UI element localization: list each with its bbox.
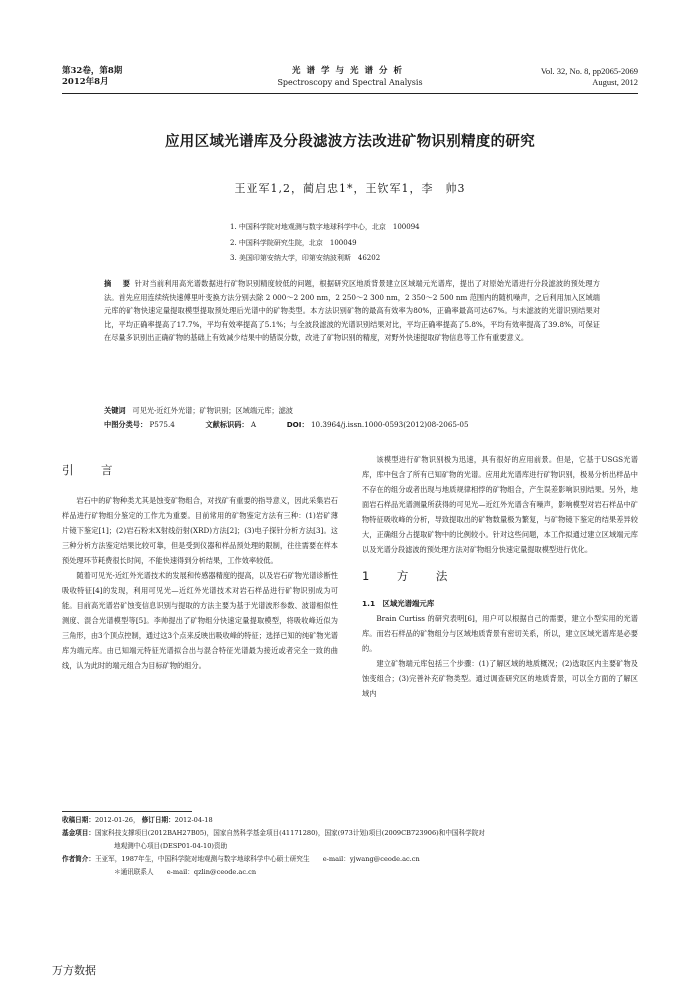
journal-name-en: Spectroscopy and Spectral Analysis	[277, 78, 423, 87]
classification-line	[104, 418, 600, 432]
fund-label: 基金项目：	[62, 829, 95, 837]
footnote-rule	[62, 811, 192, 812]
left-column	[62, 463, 338, 673]
abstract-text: 针对当前利用高光谱数据进行矿物识别精度较低的问题，根据研究区地质背景建立区域端元光谱库，提出了对原始光谱进行分段滤波的预处理方法。首先应用连续统快速傅里叶变换方法分别去除 2 000～2 200 nm，2 250～2 300 nm，2 350～2 500 nm 范围内的随机噪声，之后利用加入区域端元库的矿物快速定量提取模型提取预处理后光谱中的矿物类型。本方法识别矿物的最高有效率为80%，正确率最高可达67%。与未滤波的光谱识别结果对比，平均正确率提高了17.7%，平均有效率提高了5.1%；与全波段滤波的光谱识别结果对比，平均正确率提高了5.8%，平均有效率提高了39.8%，可保证在尽量多识别出正确矿物的基础上有效减少结果中的错误分数，改进了矿物识别的精度，对野外快速提取矿物信息等工作有重要意义。	[104, 279, 600, 343]
author-list: 王亚军1,2，蔺启忠1*，王钦军1，李 帅3	[234, 182, 466, 195]
footnote-dates	[62, 814, 640, 827]
clc-label: 中图分类号：	[104, 420, 148, 429]
affiliation-3: 3. 美国印第安纳大学，印第安纳波利斯 46202	[230, 254, 381, 262]
clc-value: P575.4	[149, 420, 175, 429]
doi-value: 10.3964/j.issn.1000-0593(2012)08-2065-05	[310, 420, 469, 429]
section-method-title: 1 方 法	[362, 569, 456, 583]
doi-label: DOI：	[286, 420, 309, 429]
section-introduction-title: 引 言	[62, 463, 121, 477]
affiliation-2: 2. 中国科学院研究生院，北京 100049	[230, 238, 357, 247]
footnote-bio	[62, 853, 640, 866]
bio-label: 作者简介：	[62, 855, 95, 863]
footnote-fund	[62, 827, 640, 840]
intro-paragraph-1: 岩石中的矿物种类尤其是蚀变矿物组合，对找矿有重要的指导意义，因此采集岩石样品进行矿物组分鉴定的工作尤为重要。目前常用的矿物鉴定方法有三种：(1)岩矿薄片镜下鉴定[1]；(2)岩石粉末X射线衍射(XRD)方法[2]；(3)电子探针分析方法[3]。这三种分析方法鉴定结果比较可靠，但是受到仪器和样品预处理的限制，往往需要在样本预处理环节耗费很长时间，不能快速得到分析结果，工作效率较低。	[62, 496, 338, 565]
footnotes	[62, 814, 640, 879]
received-label: 收稿日期：	[62, 816, 95, 824]
running-header	[62, 66, 638, 94]
revised-label: 修订日期：	[141, 816, 175, 824]
intro-paragraph-3: 该模型进行矿物识别极为迅速，具有很好的应用前景。但是，它基于USGS光谱库，库中包含了所有已知矿物的光谱。应用此光谱库进行矿物识别，极易分析出样品中不存在的组分或者出现与地质规律相悖的矿物组合，产生误差影响识别结果。另外，地面岩石样品光谱测量所获得的可见光—近红外光谱含有噪声，影响模型对岩石样品中矿物特征吸收峰的分析，导致提取出的矿物数量极为繁复，与矿物镜下鉴定的结果差异较大，正确组分占提取矿物中的比例较小。针对这些问题，本工作拟通过建立区域端元库以及光谱分段滤波的预处理方法对矿物组分快速定量提取模型进行优化。	[362, 455, 638, 554]
abstract	[104, 277, 600, 345]
received-date: 2012-01-26，	[94, 816, 140, 824]
fund-text-1: 国家科技支撑项目(2012BAH27B05)，国家自然科学基金项目(41171280)，国家(973计划)项目(2009CB723906)和中国科学院对	[94, 829, 485, 837]
corresponding-author: ＊通讯联系人 e-mail：qzlin@ceode.ac.cn	[114, 868, 257, 876]
header-date-en: August, 2012	[592, 77, 638, 87]
paper-title: 应用区域光谱库及分段滤波方法改进矿物识别精度的研究	[165, 134, 535, 150]
right-column	[362, 452, 638, 701]
header-volume: 第32卷，第8期	[62, 66, 123, 76]
revised-date: 2012-04-18	[174, 816, 213, 824]
abstract-label: 摘 要	[104, 279, 133, 288]
subsection-title: 1.1 区域光谱端元库	[362, 599, 435, 608]
method-paragraph-1: Brain Curtiss 的研究表明[6]，用户可以根据自己的需要，建立小型实用的光谱库。而岩石样品的矿物组分与区域地质背景有密切关系，所以，建立区域光谱库是必要的。	[362, 614, 638, 653]
header-date: 2012年8月	[62, 77, 109, 87]
bio-text: 王亚军，1987年生，中国科学院对地观测与数字地球科学中心硕士研究生 e-mail：yjwang@ceode.ac.cn	[94, 855, 420, 863]
fund-text-2: 地观测中心项目(DESP01-04-10)资助	[114, 842, 228, 850]
doc-code-label: 文献标识码：	[205, 420, 249, 429]
keywords	[104, 404, 600, 418]
keywords-text: 可见光-近红外光谱；矿物识别；区域端元库；滤波	[132, 406, 293, 415]
doc-code-value: A	[250, 420, 257, 429]
journal-name-cn: 光谱学与光谱分析	[291, 66, 408, 76]
header-vol-en: Vol. 32, No. 8, pp2065-2069	[540, 66, 638, 76]
header-rule	[62, 93, 638, 94]
header-volume-en	[541, 66, 638, 88]
affiliation-1: 1. 中国科学院对地观测与数字地球科学中心，北京 100094	[230, 223, 420, 231]
intro-paragraph-2: 随着可见光-近红外光谱技术的发展和传感器精度的提高，以及岩石矿物光谱诊断性吸收特征[4]的发现，利用可见光—近红外光谱技术对岩石样品进行矿物识别成为可能。目前高光谱岩矿蚀变信息识别与提取的方法主要为基于光谱波形参数、波谱相似性测度、混合光谱模型等[5]。李帅提出了矿物组分快速定量提取模型，将吸收峰近似为三角形，由3个顶点控制，通过这3个点来反映出吸收峰的特征；选择已知的纯矿物光谱库为端元库。由已知端元特征光谱拟合出与混合特征光谱最为接近或者完全一致的曲线，认为此时的端元组合为目标矿物的组分。	[62, 571, 338, 670]
watermark-wanfang: 万方数据	[52, 964, 96, 977]
keywords-label: 关键词	[104, 406, 126, 415]
affiliations	[230, 220, 420, 267]
method-paragraph-2: 建立矿物端元库包括三个步骤：(1)了解区域的地质概况；(2)选取区内主要矿物及蚀变组合；(3)完善补充矿物类型。通过调查研究区的地质背景，可以全方面的了解区域内	[362, 659, 638, 698]
